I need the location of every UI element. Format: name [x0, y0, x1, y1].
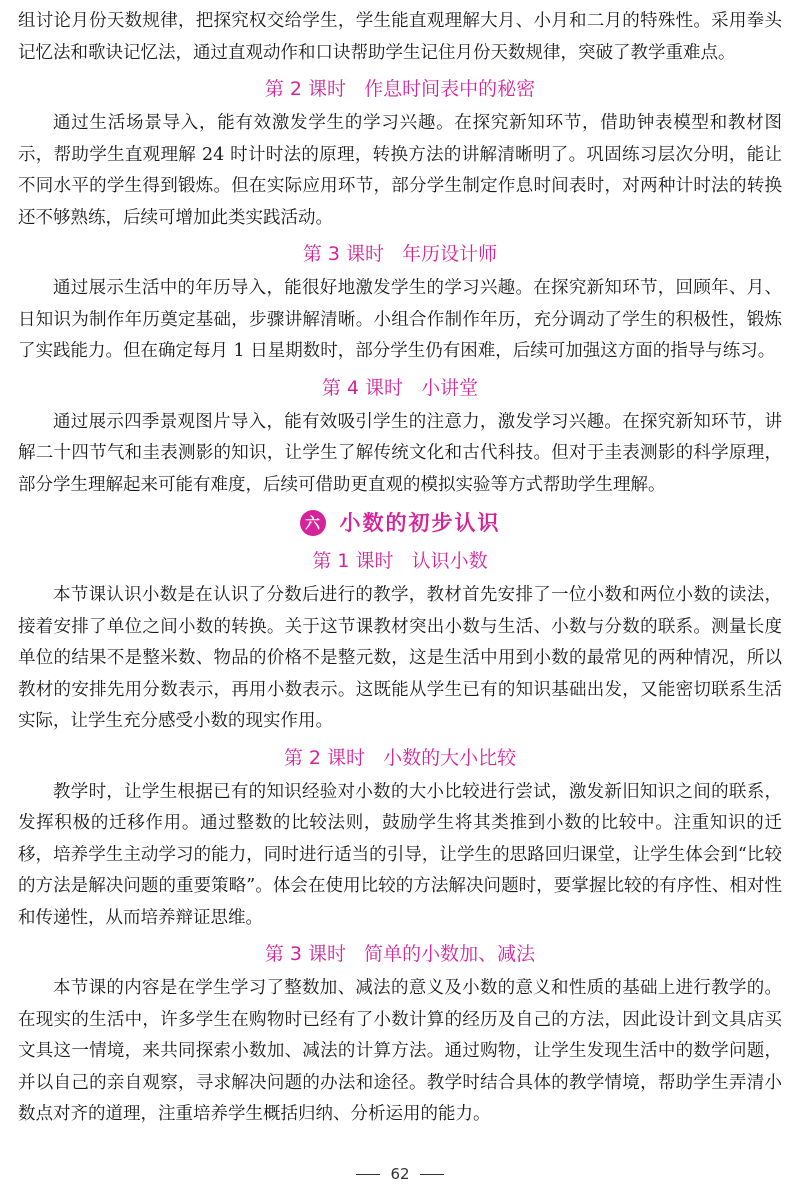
- lesson-name: 作息时间表中的秘密: [364, 78, 536, 100]
- lesson-section: [18, 741, 782, 935]
- lesson-paragraph: 通过展示生活中的年历导入，能很好地激发学生的学习兴趣。在探究新知环节，回顾年、月、日知识为制作年历奠定基础，步骤讲解清晰。小组合作制作年历，充分调动了学生的积极性，锻炼了实践能力。但在确定每月 1 日星期数时，部分学生仍有困难，后续可加强这方面的指导与练习。: [18, 278, 782, 361]
- lesson-name: 年历设计师: [402, 243, 498, 265]
- lesson-paragraph: 本节课认识小数是在认识了分数后进行的教学，教材首先安排了一位小数和两位小数的读法，接着安排了单位之间小数的转换。关于这节课教材突出小数与生活、小数与分数的联系。测量长度单位的结果不是整米数、物品的价格不是整元数，这是生活中用到小数的最常见的两种情况，所以教材的安排先用分数表示，再用小数表示。这既能从学生已有的知识基础出发，又能密切联系生活实际，让学生充分感受小数的现实作用。: [18, 585, 782, 731]
- unit-number-badge: 六: [300, 510, 326, 536]
- lesson-name: 简单的小数加、减法: [364, 943, 536, 965]
- unit-title: [18, 504, 782, 541]
- lesson-title: [18, 371, 782, 405]
- lesson-number: 第 2 课时: [264, 78, 347, 100]
- lesson-section: [18, 371, 782, 502]
- lesson-section: [18, 72, 782, 234]
- lesson-number: 第 4 课时: [321, 376, 404, 399]
- page-number: 62: [390, 1165, 410, 1183]
- lesson-title: [18, 544, 782, 578]
- footer-dash: [420, 1174, 444, 1175]
- lesson-number: 第 1 课时: [312, 550, 394, 572]
- lesson-number: 第 3 课时: [264, 943, 347, 965]
- lesson-section: [18, 937, 782, 1131]
- page-footer: [0, 1165, 800, 1183]
- lesson-title: [18, 72, 782, 106]
- lesson-name: 认识小数: [411, 550, 488, 572]
- lesson-paragraph: 教学时，让学生根据已有的知识经验对小数的大小比较进行尝试，激发新旧知识之间的联系，发挥积极的迁移作用。通过整数的比较法则，鼓励学生将其类推到小数的比较中。注重知识的迁移，培养学生主动学习的能力，同时进行适当的引导，让学生的思路回归课堂，让学生体会到“比较的方法是解决问题的重要策略”。体会在使用比较的方法解决问题时，要掌握比较的有序性、相对性和传递性，从而培养辩证思维。: [18, 781, 782, 928]
- lesson-section: [18, 544, 782, 738]
- unit-name: 小数的初步认识: [339, 511, 501, 535]
- footer-dash: [356, 1174, 380, 1175]
- lesson-paragraph: 通过生活场景导入，能有效激发学生的学习兴趣。在探究新知环节，借助钟表模型和教材图示，帮助学生直观理解 24 时计时法的原理，转换方法的讲解清晰明了。巩固练习层次分明，能让不同水平的学生得到锻炼。但在实际应用环节，部分学生制定作息时间表时，对两种计时法的转换还不够熟练，后续可增加此类实践活动。: [18, 113, 782, 228]
- intro-paragraph: 组讨论月份天数规律，把探究权交给学生，学生能直观理解大月、小月和二月的特殊性。采用拳头记忆法和歌诀记忆法，通过直观动作和口诀帮助学生记住月份天数规律，突破了教学重难点。: [18, 11, 782, 63]
- lesson-title: [18, 937, 782, 971]
- lesson-name: 小讲堂: [421, 376, 479, 399]
- lesson-title: [18, 741, 782, 775]
- lesson-number: 第 3 课时: [302, 243, 385, 265]
- lesson-number: 第 2 课时: [283, 746, 366, 769]
- lesson-title: [18, 237, 782, 271]
- lesson-paragraph: 本节课的内容是在学生学习了整数加、减法的意义及小数的意义和性质的基础上进行教学的。在现实的生活中，许多学生在购物时已经有了小数计算的经历及自己的方法，因此设计到文具店买文具这一情境，来共同探索小数加、减法的计算方法。通过购物，让学生发现生活中的数学问题，并以自己的亲自观察，寻求解决问题的办法和途径。教学时结合具体的教学情境，帮助学生弄清小数点对齐的道理，注重培养学生概括归纳、分析运用的能力。: [18, 978, 782, 1124]
- lesson-name: 小数的大小比较: [383, 746, 517, 769]
- lesson-section: [18, 237, 782, 368]
- lesson-paragraph: 通过展示四季景观图片导入，能有效吸引学生的注意力，激发学习兴趣。在探究新知环节，讲解二十四节气和圭表测影的知识，让学生了解传统文化和古代科技。但对于圭表测影的科学原理，部分学生理解起来可能有难度，后续可借助更直观的模拟实验等方式帮助学生理解。: [18, 411, 782, 495]
